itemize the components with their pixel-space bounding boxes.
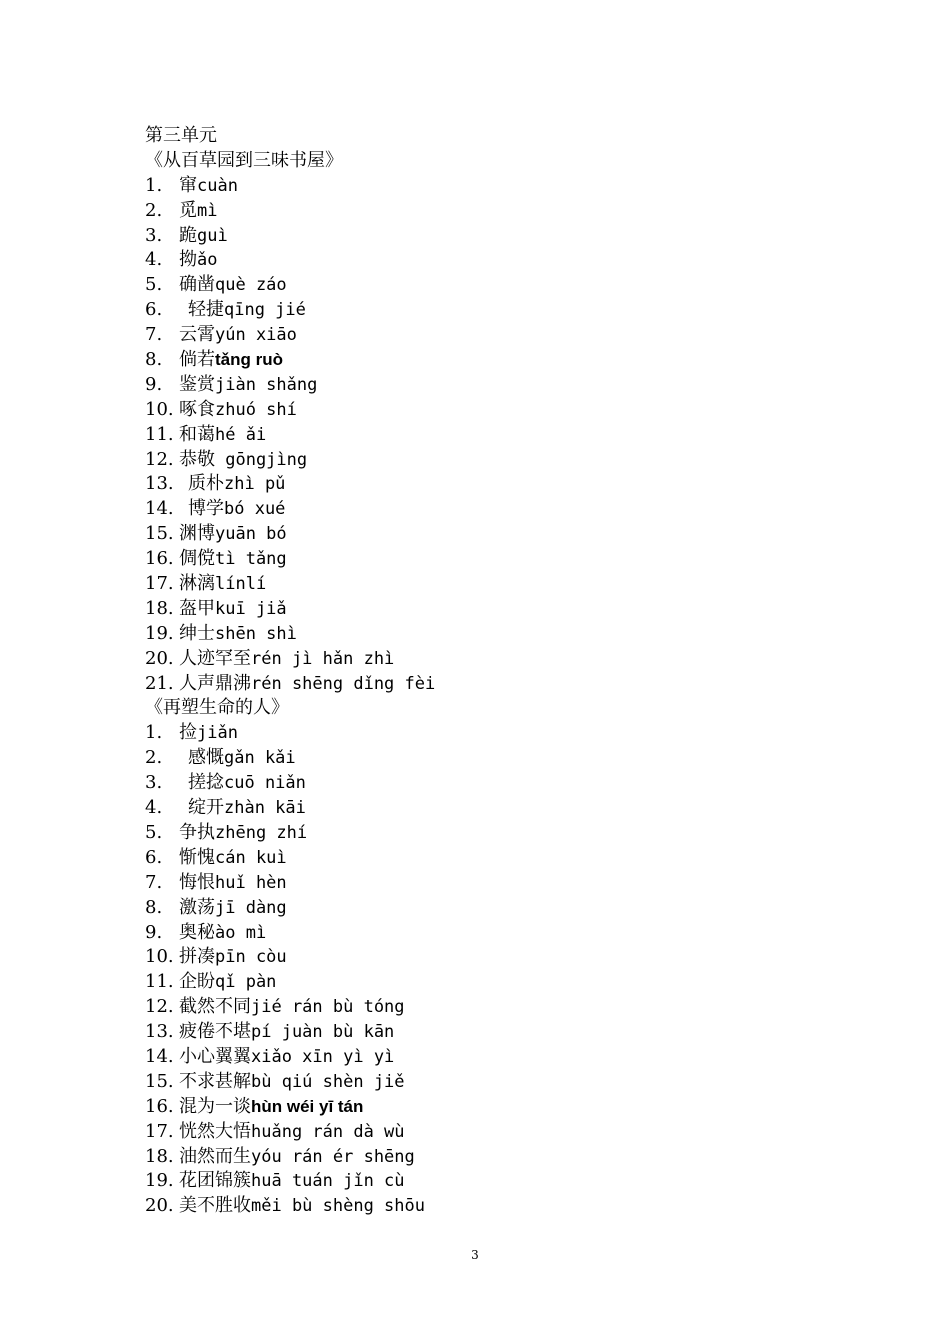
item-word: 觅 <box>179 199 197 221</box>
item-word: 云霄 <box>179 324 215 346</box>
item-word: 啄食 <box>179 398 215 420</box>
item-number: 10. <box>145 946 174 968</box>
item-word: 盔甲 <box>179 597 215 619</box>
item-number: 12. <box>145 448 174 470</box>
item-word: 博学 <box>188 498 224 520</box>
list-item <box>145 1095 865 1120</box>
item-number: 2. <box>145 199 163 221</box>
list-item <box>145 273 865 298</box>
item-number: 1. <box>145 722 163 744</box>
item-number: 16. <box>145 1095 174 1117</box>
item-pinyin: pí juàn bù kān <box>251 1022 395 1043</box>
item-word: 倜傥 <box>179 548 215 570</box>
item-number: 8. <box>145 896 163 918</box>
list-item <box>145 398 865 423</box>
item-word: 绅士 <box>179 622 215 644</box>
section-title: 《从百草园到三味书屋》 <box>145 149 343 171</box>
item-number: 5. <box>145 274 163 296</box>
item-pinyin: pīn còu <box>215 947 287 968</box>
list-item <box>145 1045 865 1070</box>
list-item <box>145 771 865 796</box>
item-pinyin: bó xué <box>224 499 286 520</box>
item-word: 花团锦簇 <box>179 1170 251 1192</box>
item-number: 15. <box>145 523 174 545</box>
item-number: 3. <box>145 772 163 794</box>
list-item <box>145 1070 865 1095</box>
item-word: 惭愧 <box>179 846 215 868</box>
item-pinyin: cuàn <box>197 175 238 196</box>
item-word: 混为一谈 <box>179 1095 251 1117</box>
item-word: 激荡 <box>179 896 215 918</box>
item-pinyin: yún xiāo <box>215 325 297 346</box>
item-word: 争执 <box>179 821 215 843</box>
item-pinyin: ào mì <box>215 922 267 943</box>
item-number: 11. <box>145 423 174 445</box>
list-item <box>145 995 865 1020</box>
list-item <box>145 1145 865 1170</box>
item-pinyin: jī dàng <box>215 897 287 918</box>
item-word: 不求甚解 <box>179 1070 251 1092</box>
list-item <box>145 323 865 348</box>
item-pinyin: kuī jiǎ <box>215 598 287 619</box>
list-item <box>145 522 865 547</box>
list-item <box>145 448 865 473</box>
list-item <box>145 174 865 199</box>
item-pinyin: ǎo <box>197 250 218 271</box>
item-pinyin: guì <box>197 225 228 246</box>
item-pinyin: qǐ pàn <box>215 972 277 993</box>
item-number: 9. <box>145 373 163 395</box>
item-pinyin: zhàn kāi <box>224 798 306 819</box>
item-pinyin: yuān bó <box>215 524 287 545</box>
item-pinyin: mì <box>197 200 218 221</box>
page-number: 3 <box>471 1248 479 1262</box>
item-pinyin: yóu rán ér shēng <box>251 1146 415 1167</box>
item-number: 5. <box>145 821 163 843</box>
item-word: 质朴 <box>188 473 224 495</box>
vocab-list <box>145 721 865 1219</box>
list-item <box>145 423 865 448</box>
item-word: 悔恨 <box>179 871 215 893</box>
item-number: 6. <box>145 846 163 868</box>
item-pinyin: huǐ hèn <box>215 872 287 893</box>
list-item <box>145 871 865 896</box>
item-pinyin: cán kuì <box>215 847 287 868</box>
item-pinyin: jié rán bù tóng <box>251 997 405 1018</box>
item-word: 美不胜收 <box>179 1195 251 1217</box>
item-pinyin: hùn wéi yī tán <box>251 1096 364 1116</box>
list-item <box>145 945 865 970</box>
item-number: 19. <box>145 1170 174 1192</box>
item-word: 淋漓 <box>179 573 215 595</box>
item-number: 1. <box>145 174 163 196</box>
item-number: 18. <box>145 597 174 619</box>
item-pinyin: línlí <box>215 574 267 595</box>
item-word: 搓捻 <box>188 772 224 794</box>
item-word: 人迹罕至 <box>179 647 251 669</box>
list-item <box>145 1020 865 1045</box>
item-number: 17. <box>145 573 174 595</box>
item-number: 18. <box>145 1145 174 1167</box>
item-number: 14. <box>145 1045 174 1067</box>
list-item <box>145 796 865 821</box>
item-word: 窜 <box>179 174 197 196</box>
item-pinyin: jiàn shǎng <box>215 374 318 395</box>
list-item <box>145 298 865 323</box>
item-pinyin: zhēng zhí <box>215 822 308 843</box>
item-number: 14. <box>145 498 174 520</box>
list-item <box>145 572 865 597</box>
item-number: 19. <box>145 622 174 644</box>
list-item <box>145 846 865 871</box>
item-word: 跪 <box>179 224 197 246</box>
item-word: 感慨 <box>188 747 224 769</box>
item-word: 恭敬 <box>179 448 215 470</box>
item-number: 10. <box>145 398 174 420</box>
item-word: 渊博 <box>179 523 215 545</box>
item-pinyin: xiǎo xīn yì yì <box>251 1046 395 1067</box>
item-word: 确凿 <box>179 274 215 296</box>
item-number: 7. <box>145 871 163 893</box>
list-item <box>145 472 865 497</box>
item-number: 12. <box>145 996 174 1018</box>
list-item <box>145 721 865 746</box>
item-word: 捡 <box>179 722 197 744</box>
list-item <box>145 1194 865 1219</box>
item-number: 20. <box>145 1195 174 1217</box>
item-word: 油然而生 <box>179 1145 251 1167</box>
list-item <box>145 597 865 622</box>
item-word: 小心翼翼 <box>179 1045 251 1067</box>
item-number: 17. <box>145 1120 174 1142</box>
item-word: 和蔼 <box>179 423 215 445</box>
item-number: 13. <box>145 473 174 495</box>
item-number: 8. <box>145 349 163 371</box>
item-pinyin: gōngjìng <box>215 449 308 470</box>
item-number: 6. <box>145 299 163 321</box>
item-pinyin: měi bù shèng shōu <box>251 1196 425 1217</box>
list-item <box>145 647 865 672</box>
item-word: 截然不同 <box>179 996 251 1018</box>
item-word: 疲倦不堪 <box>179 1021 251 1043</box>
list-item <box>145 746 865 771</box>
list-item <box>145 1169 865 1194</box>
item-number: 4. <box>145 797 163 819</box>
item-pinyin: gǎn kǎi <box>224 748 296 769</box>
item-pinyin: rén shēng dǐng fèi <box>251 673 436 694</box>
item-pinyin: cuō niǎn <box>224 773 306 794</box>
item-pinyin: tǎng ruò <box>215 350 283 370</box>
list-item <box>145 970 865 995</box>
item-pinyin: zhì pǔ <box>224 474 286 495</box>
list-item <box>145 1120 865 1145</box>
item-word: 拗 <box>179 249 197 271</box>
item-pinyin: què záo <box>215 275 287 296</box>
item-pinyin: huā tuán jǐn cù <box>251 1171 405 1192</box>
item-pinyin: jiǎn <box>197 723 238 744</box>
item-number: 11. <box>145 971 174 993</box>
item-word: 企盼 <box>179 971 215 993</box>
item-pinyin: bù qiú shèn jiě <box>251 1071 405 1092</box>
item-pinyin: tì tǎng <box>215 549 287 570</box>
list-item <box>145 373 865 398</box>
item-number: 7. <box>145 324 163 346</box>
item-word: 倘若 <box>179 349 215 371</box>
unit-title: 第三单元 <box>145 125 217 146</box>
list-item <box>145 224 865 249</box>
item-word: 拼凑 <box>179 946 215 968</box>
item-word: 鉴赏 <box>179 373 215 395</box>
document-body <box>145 124 865 1219</box>
item-pinyin: rén jì hǎn zhì <box>251 648 395 669</box>
item-number: 15. <box>145 1070 174 1092</box>
list-item <box>145 896 865 921</box>
item-number: 13. <box>145 1021 174 1043</box>
item-number: 4. <box>145 249 163 271</box>
item-word: 轻捷 <box>188 299 224 321</box>
item-pinyin: hé ǎi <box>215 424 267 445</box>
list-item <box>145 348 865 373</box>
item-pinyin: huǎng rán dà wù <box>251 1121 405 1142</box>
vocab-list <box>145 174 865 697</box>
item-number: 21. <box>145 672 174 694</box>
list-item <box>145 199 865 224</box>
list-item <box>145 547 865 572</box>
item-word: 绽开 <box>188 797 224 819</box>
list-item <box>145 921 865 946</box>
list-item <box>145 821 865 846</box>
item-number: 3. <box>145 224 163 246</box>
list-item <box>145 248 865 273</box>
item-number: 20. <box>145 647 174 669</box>
item-number: 16. <box>145 548 174 570</box>
item-word: 恍然大悟 <box>179 1120 251 1142</box>
list-item <box>145 672 865 697</box>
item-number: 9. <box>145 921 163 943</box>
item-word: 人声鼎沸 <box>179 672 251 694</box>
list-item <box>145 622 865 647</box>
item-pinyin: zhuó shí <box>215 399 297 420</box>
list-item <box>145 497 865 522</box>
item-pinyin: shēn shì <box>215 623 297 644</box>
item-word: 奥秘 <box>179 921 215 943</box>
item-number: 2. <box>145 747 163 769</box>
section-title: 《再塑生命的人》 <box>145 697 289 719</box>
item-pinyin: qīng jié <box>224 300 306 321</box>
